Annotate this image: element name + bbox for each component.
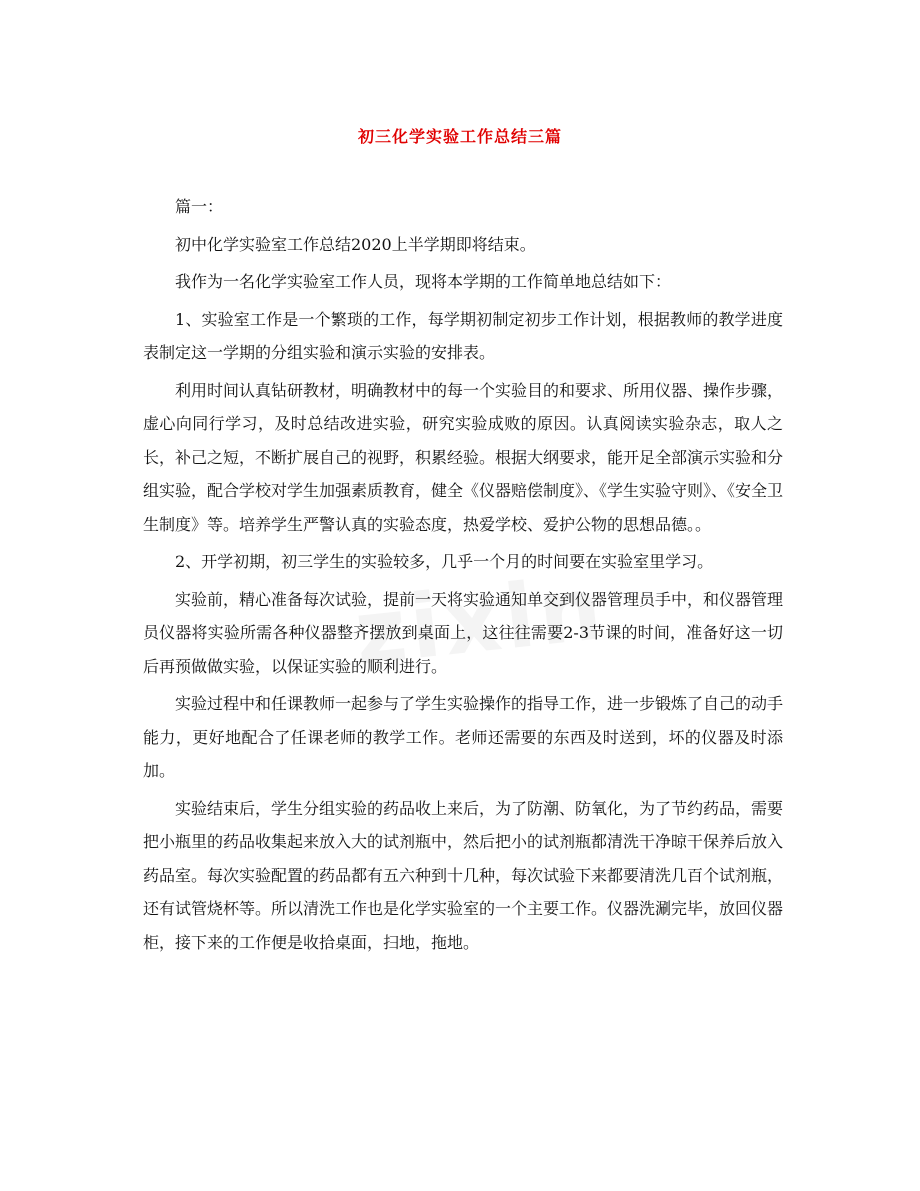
paragraph: 利用时间认真钻研教材，明确教材中的每一个实验目的和要求、所用仪器、操作步骤，虚心向同行学习，及时总结改进实验，研究实验成败的原因。认真阅读实验杂志，取人之长，补己之短，不断扩展自己的视野，积累经验。根据大纲要求，能开足全部演示实验和分组实验，配合学校对学生加强素质教育，健全《仪器赔偿制度》、《学生实验守则》、《安全卫生制度》等。培养学生严警认真的实验态度，热爱学校、爱护公物的思想品德。。 <box>143 380 784 534</box>
paragraph: 我作为一名化学实验室工作人员，现将本学期的工作简单地总结如下： <box>175 272 672 291</box>
paragraph: 2、开学初期，初三学生的实验较多，几乎一个月的时间要在实验室里学习。 <box>175 552 714 571</box>
paragraph: 初中化学实验室工作总结2020上半学期即将结束。 <box>175 234 536 254</box>
paragraph: 1、实验室工作是一个繁琐的工作，每学期初制定初步工作计划，根据教师的教学进度表制定这一学期的分组实验和演示实验的安排表。 <box>143 309 783 362</box>
paragraph: 实验结束后，学生分组实验的药品收上来后，为了防潮、防氧化，为了节约药品，需要把小瓶里的药品收集起来放入大的试剂瓶中，然后把小的试剂瓶都清洗干净晾干保养后放入药品室。每次实验配置的药品都有五六种到十几种，每次试验下来都要清洗几百个试剂瓶，还有试管烧杯等。所以清洗工作也是化学实验室的一个主要工作。仪器洗涮完毕，放回仪器柜，接下来的工作便是收拾桌面，扫地，拖地。 <box>143 798 784 952</box>
paragraph: 实验前，精心准备每次试验，提前一天将实验通知单交到仪器管理员手中，和仪器管理员仪器将实验所需各种仪器整齐摆放到桌面上，这往往需要2-3节课的时间，准备好这一切后再预做做实验，以保证实验的顺利进行。 <box>143 589 784 676</box>
document-title: 初三化学实验工作总结三篇 <box>357 127 562 146</box>
paragraph: 实验过程中和任课教师一起参与了学生实验操作的指导工作，进一步锻炼了自己的动手能力，更好地配合了任课老师的教学工作。老师还需要的东西及时送到，坏的仪器及时添加。 <box>143 694 784 780</box>
paragraph: 篇一： <box>175 197 224 216</box>
document-body <box>143 190 783 963</box>
